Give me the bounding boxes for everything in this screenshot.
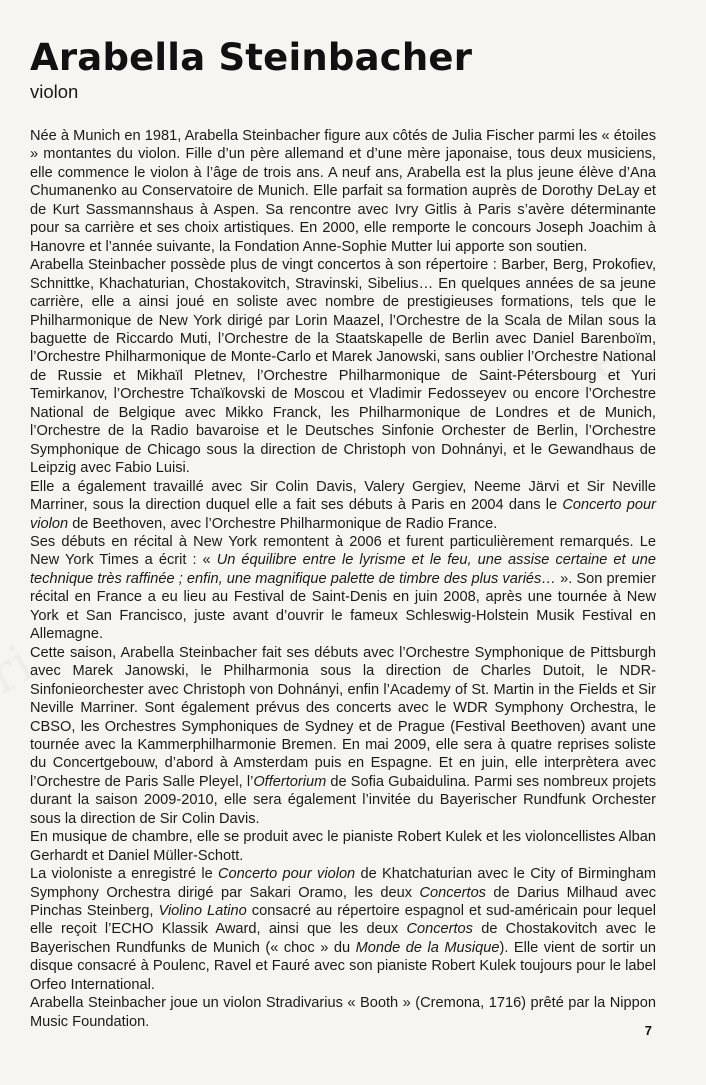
text-run: ). Elle vient de sortir un disque consacré à Poulenc, Ravel et Fauré avec son pianiste Robert Kulek toujours pour le label Orfeo International. (30, 939, 656, 993)
paragraph (30, 127, 656, 256)
italic-text: Concertos (406, 921, 473, 938)
text-run: de Sofia Gubaidulina. Parmi ses nombreux projets durant la saison 2009-2010, elle sera également l’invitée du Bayerischer Rundfunk Orchester sous la direction de Sir Colin Davis. (30, 773, 657, 827)
italic-text: Offertorium (253, 773, 327, 790)
text-run: Cette saison, Arabella Steinbacher fait ses débuts avec l’Orchestre Symphonique de Pittsburgh avec Marek Janowski, le Philharmonia sous la direction de Charles Dutoit, le NDR-Sinfonieorchester avec Christoph von Dohnányi, enfin l’Academy of St. Martin in the Fields et Sir Neville Marriner. Sont également prévus des concerts avec le WDR Symphony Orchestra, le CBSO, les Orchestres Symphoniques de Sydney et de Prague (Festival Beethoven) avant une tournée avec la Kammerphilharmonie Bremen. En mai 2009, elle sera à quatre reprises soliste du Concertgebouw, d’abord à Amsterdam puis en Espagne. Et en juin, elle interprètera avec l’Orchestre de Paris Salle Pleyel, l’ (30, 644, 656, 790)
italic-text: Un équilibre entre le lyrisme et le feu, une assise certaine et une technique très raffinée ; enfin, une magnifique palette de timbre des plus variés… (30, 552, 656, 587)
paragraph (30, 256, 656, 477)
italic-text: Concerto pour violon (218, 866, 356, 883)
text-run: En musique de chambre, elle se produit avec le pianiste Robert Kulek et les violoncellistes Alban Gerhardt et Daniel Müller-Schott. (30, 829, 656, 864)
text-run: de Chostakovitch avec le Bayerischen Rundfunks de Munich (« choc » du (30, 921, 657, 956)
text-run: de Darius Milhaud avec Pinchas Steinberg, (30, 884, 656, 920)
text-run: Arabella Steinbacher possède plus de vingt concertos à son répertoire : Barber, Berg, Prokofiev, Schnittke, Khachaturian, Chostakovitch, Stravinski, Sibelius… En quelques années de sa jeune carrière, elle a ainsi joué en soliste avec nombre de prestigieuses formations, tels que le Philharmonique de New York dirigé par Lorin Maazel, l’Orchestre de la Scala de Milan sous la baguette de Riccardo Muti, l’Orchestre de la Staatskapelle de Berlin avec Daniel Barenboïm, l’Orchestre Philharmonique de Monte-Carlo et Marek Janowski, sans oublier l’Orchestre National de Russie et Mikhaïl Pletnev, l’Orchestre Philharmonique de Saint-Pétersbourg et Yuri Temirkanov, l’Orchestre Tchaïkovski de Moscou et Vladimir Fedosseyev ou encore l’Orchestre National de Belgique avec Mikko Franck, les Philharmonique de Londres et de Munich, l’Orchestre de la Radio bavaroise et le Deutsches Sinfonie Orchester de Berlin, l’Orchestre Symphonique de Chicago sous la direction de Christoph von Dohnányi, et le Gewandhaus de Leipzig avec Fabio Luisi. (30, 257, 656, 477)
text-run: Arabella Steinbacher joue un violon Stradivarius « Booth » (Cremona, 1716) prêté par la Nippon Music Foundation. (30, 995, 656, 1030)
biography-body (30, 127, 656, 1031)
text-run: de Khatchaturian avec le City of Birmingham Symphony Orchestra dirigé par Sakari Oramo, les deux (30, 866, 656, 901)
text-run: de Beethoven, avec l’Orchestre Philharmonique de Radio France. (68, 515, 498, 532)
header (30, 36, 472, 104)
paragraph (30, 994, 656, 1031)
paragraph (30, 533, 656, 644)
italic-text: Violino Latino (158, 903, 247, 920)
page-number: 7 (644, 1023, 652, 1038)
text-run: consacré au répertoire espagnol et sud-américain pour lequel elle reçoit l’ECHO Klassik Award, ainsi que les deux (30, 903, 656, 938)
italic-text: Concerto pour violon (30, 497, 656, 532)
italic-text: Concertos (419, 884, 486, 901)
italic-text: Monde de la Musique (355, 939, 500, 956)
paragraph (30, 828, 656, 865)
paragraph (30, 644, 656, 829)
text-run: Née à Munich en 1981, Arabella Steinbacher figure aux côtés de Julia Fischer parmi les « étoiles » montantes du violon. Fille d’un père allemand et d’une mère japonaise, tous deux musiciens, elle commence le violon à l’âge de trois ans. A neuf ans, Arabella est la plus jeune élève d’Ana Chumanenko au Conservatoire de Munich. Elle parfait sa formation auprès de Dorothy DeLay et de Kurt Sassmannshaus à Aspen. Sa rencontre avec Ivry Gitlis à Paris s’avère déterminante pour sa carrière et ses choix artistiques. En 2000, elle remporte le concours Joseph Joachim à Hanovre et l’année suivante, la Fondation Anne-Sophie Mutter lui apporte son soutien. (30, 128, 656, 255)
text-run: Ses débuts en récital à New York remontent à 2006 et furent particulièrement remarqués. Le New York Times a écrit : « (30, 533, 656, 569)
page-subtitle: violon (30, 81, 79, 102)
text-run: La violoniste a enregistré le (30, 866, 218, 883)
text-run: ». Son premier récital en France a eu lieu au Festival de Saint-Denis en juin 2008, après une tournée à New York et San Francisco, juste avant d’ouvrir le fameux Schleswig-Holstein Musik Festival en Allemagne. (30, 570, 656, 643)
page-title: Arabella Steinbacher (30, 36, 473, 79)
paragraph (30, 478, 656, 533)
text-run: Elle a également travaillé avec Sir Colin Davis, Valery Gergiev, Neeme Järvi et Sir Neville Marriner, sous la direction duquel elle a fait ses débuts à Paris en 2004 dans le (30, 478, 656, 514)
paragraph (30, 865, 656, 994)
